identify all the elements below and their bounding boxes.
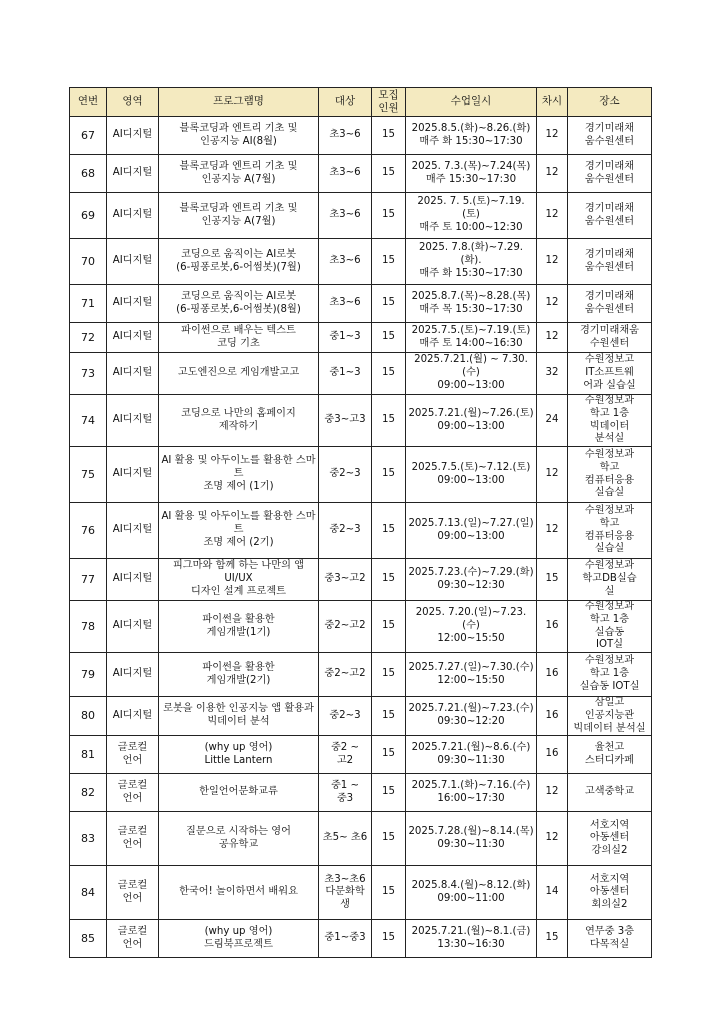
cell-target: 중2 ~ 고2 xyxy=(319,736,372,774)
table-row xyxy=(70,323,652,353)
cell-sessions: 12 xyxy=(537,774,568,812)
cell-schedule: 2025.7.5.(토)~7.19.(토) 매주 토 14:00~16:30 xyxy=(406,323,537,353)
cell-capacity: 15 xyxy=(372,353,406,395)
cell-schedule: 2025.7.23.(수)~7.29.(화) 09:30~12:30 xyxy=(406,559,537,601)
cell-sessions: 12 xyxy=(537,323,568,353)
cell-program: 코딩으로 움직이는 AI로봇 (6-핑퐁로봇,6-어썸봇)(8월) xyxy=(159,285,319,323)
cell-schedule: 2025.7.21.(월)~7.23.(수) 09:30~12:20 xyxy=(406,697,537,736)
cell-program: 블록코딩과 엔트리 기초 및 인공지능 AI(8월) xyxy=(159,117,319,155)
cell-capacity: 15 xyxy=(372,920,406,958)
cell-schedule: 2025.8.7.(목)~8.28.(목) 매주 목 15:30~17:30 xyxy=(406,285,537,323)
cell-sessions: 15 xyxy=(537,559,568,601)
cell-capacity: 15 xyxy=(372,812,406,866)
cell-schedule: 2025. 7.8.(화)~7.29. (화). 매주 화 15:30~17:30 xyxy=(406,239,537,285)
cell-target: 초3~초6 다문화학생 xyxy=(319,866,372,920)
cell-target: 중1~중3 xyxy=(319,920,372,958)
cell-sessions: 12 xyxy=(537,447,568,503)
cell-no: 85 xyxy=(70,920,107,958)
cell-sessions: 16 xyxy=(537,601,568,653)
cell-target: 중2~고2 xyxy=(319,601,372,653)
cell-area: AI디지털 xyxy=(107,353,159,395)
cell-sessions: 12 xyxy=(537,193,568,239)
cell-no: 68 xyxy=(70,155,107,193)
table-row xyxy=(70,285,652,323)
cell-place: 수원정보과 학고 1층 실습동 IOT실 xyxy=(568,601,652,653)
cell-program: 코딩으로 나만의 홈페이지 제작하기 xyxy=(159,395,319,447)
cell-target: 중1 ~ 중3 xyxy=(319,774,372,812)
cell-area: 글로컬 언어 xyxy=(107,866,159,920)
table-row xyxy=(70,653,652,697)
cell-capacity: 15 xyxy=(372,653,406,697)
cell-schedule: 2025.7.13.(일)~7.27.(일) 09:00~13:00 xyxy=(406,503,537,559)
cell-place: 서호지역 아동센터 강의실2 xyxy=(568,812,652,866)
cell-area: 글로컬 언어 xyxy=(107,920,159,958)
cell-target: 중2~3 xyxy=(319,447,372,503)
cell-area: AI디지털 xyxy=(107,285,159,323)
cell-no: 69 xyxy=(70,193,107,239)
cell-sessions: 24 xyxy=(537,395,568,447)
cell-program: 고도엔진으로 게임개발고고 xyxy=(159,353,319,395)
cell-target: 초3~6 xyxy=(319,193,372,239)
program-schedule-table xyxy=(69,87,652,958)
header-place: 장소 xyxy=(568,88,652,117)
cell-target: 초3~6 xyxy=(319,285,372,323)
cell-sessions: 16 xyxy=(537,653,568,697)
cell-program: 한국어! 놀이하면서 배워요 xyxy=(159,866,319,920)
cell-place: 율천고 스터디카페 xyxy=(568,736,652,774)
cell-no: 70 xyxy=(70,239,107,285)
cell-capacity: 15 xyxy=(372,285,406,323)
table-row xyxy=(70,353,652,395)
cell-place: 경기미래채 움수원센터 xyxy=(568,285,652,323)
cell-target: 초5~ 초6 xyxy=(319,812,372,866)
cell-place: 경기미래채 움수원센터 xyxy=(568,117,652,155)
cell-capacity: 15 xyxy=(372,697,406,736)
cell-capacity: 15 xyxy=(372,447,406,503)
cell-area: AI디지털 xyxy=(107,323,159,353)
header-sessions: 차시 xyxy=(537,88,568,117)
table-row xyxy=(70,601,652,653)
table-row xyxy=(70,155,652,193)
cell-place: 수원정보과 학고DB실습 실 xyxy=(568,559,652,601)
cell-schedule: 2025. 7.3.(목)~7.24(목) 매주 15:30~17:30 xyxy=(406,155,537,193)
table-row xyxy=(70,395,652,447)
cell-no: 77 xyxy=(70,559,107,601)
cell-sessions: 12 xyxy=(537,239,568,285)
cell-place: 수원정보고 IT소프트웨 어과 실습실 xyxy=(568,353,652,395)
cell-capacity: 15 xyxy=(372,503,406,559)
header-target: 대상 xyxy=(319,88,372,117)
cell-no: 74 xyxy=(70,395,107,447)
cell-program: 질문으로 시작하는 영어 공유학교 xyxy=(159,812,319,866)
cell-program: (why up 영어) Little Lantern xyxy=(159,736,319,774)
cell-place: 수원정보과 학고 컴퓨터응용 실습실 xyxy=(568,503,652,559)
cell-schedule: 2025.7.21.(월)~8.6.(수) 09:30~11:30 xyxy=(406,736,537,774)
cell-capacity: 15 xyxy=(372,601,406,653)
cell-place: 수원정보과 학고 1층 빅데이터 분석실 xyxy=(568,395,652,447)
cell-schedule: 2025.8.4.(월)~8.12.(화) 09:00~11:00 xyxy=(406,866,537,920)
cell-no: 71 xyxy=(70,285,107,323)
cell-no: 75 xyxy=(70,447,107,503)
cell-no: 83 xyxy=(70,812,107,866)
table-row xyxy=(70,117,652,155)
cell-no: 84 xyxy=(70,866,107,920)
cell-area: AI디지털 xyxy=(107,239,159,285)
cell-area: 글로컬 언어 xyxy=(107,812,159,866)
cell-sessions: 15 xyxy=(537,920,568,958)
cell-area: AI디지털 xyxy=(107,447,159,503)
cell-sessions: 12 xyxy=(537,812,568,866)
table-row xyxy=(70,503,652,559)
cell-program: 블록코딩과 엔트리 기초 및 인공지능 A(7월) xyxy=(159,193,319,239)
cell-target: 중1~3 xyxy=(319,353,372,395)
cell-place: 경기미래채 움수원센터 xyxy=(568,155,652,193)
table-body xyxy=(70,117,652,958)
cell-area: 글로컬 언어 xyxy=(107,736,159,774)
cell-no: 80 xyxy=(70,697,107,736)
cell-capacity: 15 xyxy=(372,736,406,774)
cell-place: 서호지역 아동센터 회의실2 xyxy=(568,866,652,920)
cell-area: AI디지털 xyxy=(107,193,159,239)
cell-area: AI디지털 xyxy=(107,155,159,193)
cell-schedule: 2025.7.28.(월)~8.14.(목) 09:30~11:30 xyxy=(406,812,537,866)
cell-capacity: 15 xyxy=(372,193,406,239)
cell-no: 76 xyxy=(70,503,107,559)
cell-target: 중2~3 xyxy=(319,503,372,559)
header-no: 연번 xyxy=(70,88,107,117)
cell-area: 글로컬 언어 xyxy=(107,774,159,812)
cell-target: 중1~3 xyxy=(319,323,372,353)
cell-place: 고색중학교 xyxy=(568,774,652,812)
table-row xyxy=(70,920,652,958)
cell-schedule: 2025.7.1.(화)~7.16.(수) 16:00~17:30 xyxy=(406,774,537,812)
table-row xyxy=(70,193,652,239)
cell-capacity: 15 xyxy=(372,774,406,812)
cell-target: 중2~고2 xyxy=(319,653,372,697)
cell-schedule: 2025.7.21.(월) ~ 7.30.(수) 09:00~13:00 xyxy=(406,353,537,395)
cell-capacity: 15 xyxy=(372,239,406,285)
header-program: 프로그램명 xyxy=(159,88,319,117)
cell-program: 파이썬으로 배우는 텍스트 코딩 기초 xyxy=(159,323,319,353)
table-row xyxy=(70,447,652,503)
cell-area: AI디지털 xyxy=(107,117,159,155)
cell-target: 중3~고2 xyxy=(319,559,372,601)
cell-target: 초3~6 xyxy=(319,117,372,155)
cell-capacity: 15 xyxy=(372,155,406,193)
cell-schedule: 2025.8.5.(화)~8.26.(화) 매주 화 15:30~17:30 xyxy=(406,117,537,155)
cell-no: 82 xyxy=(70,774,107,812)
table-row xyxy=(70,812,652,866)
cell-program: 파이썬을 활용한 게임개발(1기) xyxy=(159,601,319,653)
cell-area: AI디지털 xyxy=(107,395,159,447)
cell-area: AI디지털 xyxy=(107,653,159,697)
cell-program: AI 활용 및 아두이노를 활용한 스마트 조명 제어 (2기) xyxy=(159,503,319,559)
cell-sessions: 14 xyxy=(537,866,568,920)
cell-area: AI디지털 xyxy=(107,559,159,601)
cell-target: 초3~6 xyxy=(319,239,372,285)
cell-program: AI 활용 및 아두이노를 활용한 스마트 조명 제어 (1기) xyxy=(159,447,319,503)
cell-sessions: 12 xyxy=(537,285,568,323)
cell-no: 67 xyxy=(70,117,107,155)
cell-place: 경기미래채 움수원센터 xyxy=(568,193,652,239)
cell-place: 수원정보과 학고 컴퓨터응용 실습실 xyxy=(568,447,652,503)
cell-schedule: 2025.7.27.(일)~7.30.(수) 12:00~15:50 xyxy=(406,653,537,697)
cell-area: AI디지털 xyxy=(107,601,159,653)
table-row xyxy=(70,866,652,920)
cell-program: 블록코딩과 엔트리 기초 및 인공지능 A(7월) xyxy=(159,155,319,193)
cell-sessions: 32 xyxy=(537,353,568,395)
cell-schedule: 2025. 7.20.(일)~7.23.(수) 12:00~15:50 xyxy=(406,601,537,653)
table-row xyxy=(70,774,652,812)
cell-sessions: 16 xyxy=(537,736,568,774)
cell-sessions: 12 xyxy=(537,155,568,193)
cell-target: 중2~3 xyxy=(319,697,372,736)
cell-capacity: 15 xyxy=(372,866,406,920)
cell-area: AI디지털 xyxy=(107,503,159,559)
header-row xyxy=(70,88,652,117)
cell-schedule: 2025.7.5.(토)~7.12.(토) 09:00~13:00 xyxy=(406,447,537,503)
cell-sessions: 12 xyxy=(537,503,568,559)
cell-program: 피그마와 함께 하는 나만의 앱 UI/UX 디자인 설계 프로젝트 xyxy=(159,559,319,601)
header-area: 영역 xyxy=(107,88,159,117)
cell-capacity: 15 xyxy=(372,395,406,447)
cell-sessions: 16 xyxy=(537,697,568,736)
cell-program: 로봇을 이용한 인공지능 앱 활용과 빅데이터 분석 xyxy=(159,697,319,736)
cell-target: 중3~고3 xyxy=(319,395,372,447)
table-row xyxy=(70,736,652,774)
cell-no: 79 xyxy=(70,653,107,697)
header-schedule: 수업일시 xyxy=(406,88,537,117)
cell-place: 경기미래채 움수원센터 xyxy=(568,239,652,285)
cell-program: 코딩으로 움직이는 AI로봇 (6-핑퐁로봇,6-어썸봇)(7월) xyxy=(159,239,319,285)
header-capacity: 모집 인원 xyxy=(372,88,406,117)
cell-schedule: 2025.7.21.(월)~8.1.(금) 13:30~16:30 xyxy=(406,920,537,958)
cell-sessions: 12 xyxy=(537,117,568,155)
cell-no: 81 xyxy=(70,736,107,774)
cell-program: (why up 영어) 드림북프로젝트 xyxy=(159,920,319,958)
cell-place: 연무중 3층 다목적실 xyxy=(568,920,652,958)
cell-schedule: 2025.7.21.(월)~7.26.(토) 09:00~13:00 xyxy=(406,395,537,447)
table-row xyxy=(70,559,652,601)
cell-capacity: 15 xyxy=(372,117,406,155)
cell-place: 수원정보과 학고 1층 실습동 IOT실 xyxy=(568,653,652,697)
cell-capacity: 15 xyxy=(372,559,406,601)
cell-no: 78 xyxy=(70,601,107,653)
cell-area: AI디지털 xyxy=(107,697,159,736)
cell-no: 73 xyxy=(70,353,107,395)
table-row xyxy=(70,239,652,285)
cell-capacity: 15 xyxy=(372,323,406,353)
cell-program: 한일언어문화교류 xyxy=(159,774,319,812)
cell-place: 삼일고 인공지능관 빅데이터 분석실 xyxy=(568,697,652,736)
cell-target: 초3~6 xyxy=(319,155,372,193)
cell-place: 경기미래채움 수원센터 xyxy=(568,323,652,353)
cell-schedule: 2025. 7. 5.(토)~7.19. (토) 매주 토 10:00~12:30 xyxy=(406,193,537,239)
cell-program: 파이썬을 활용한 게임개발(2기) xyxy=(159,653,319,697)
cell-no: 72 xyxy=(70,323,107,353)
table-row xyxy=(70,697,652,736)
